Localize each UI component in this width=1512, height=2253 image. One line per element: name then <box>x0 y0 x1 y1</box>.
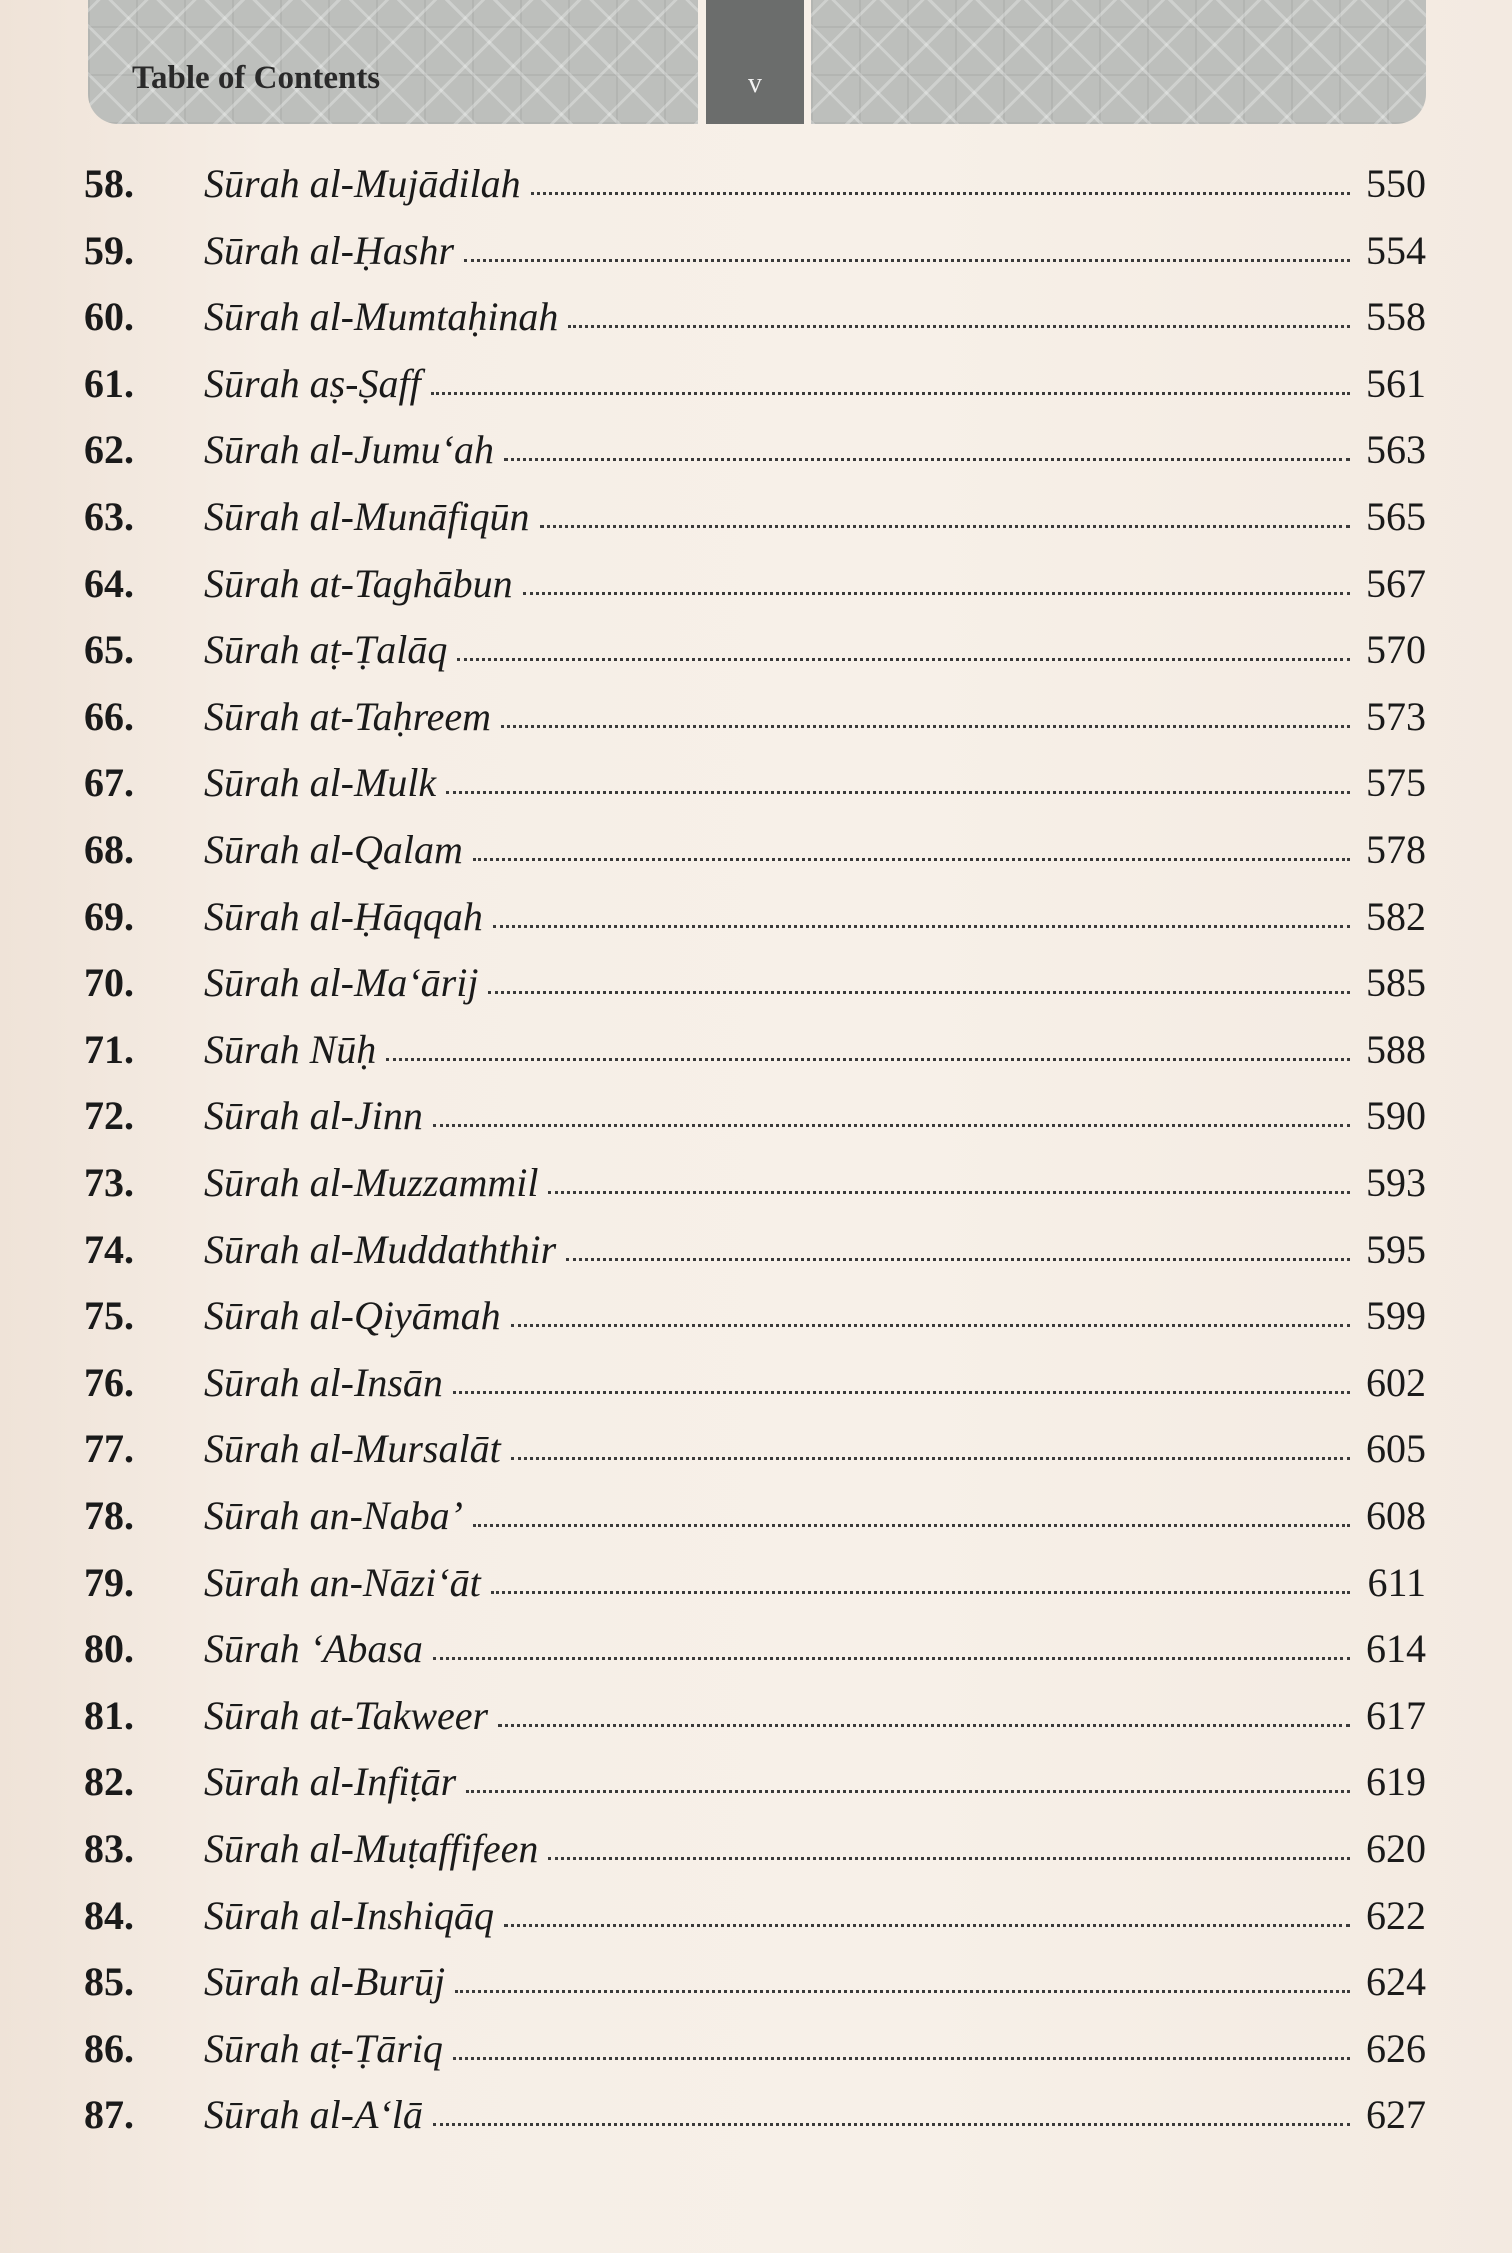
dot-leader <box>473 1524 1350 1527</box>
dot-leader <box>511 1324 1350 1327</box>
entry-number: 66. <box>84 693 134 739</box>
dot-leader <box>433 2123 1350 2126</box>
page-number: v <box>748 68 762 99</box>
dot-leader <box>540 525 1350 528</box>
toc-entry <box>84 1026 1426 1086</box>
toc-entry <box>84 959 1426 1019</box>
entry-title: Sūrah al-Ma‘ārij <box>204 960 479 1006</box>
dot-leader <box>466 1790 1350 1793</box>
entry-title: Sūrah Nūḥ <box>204 1026 377 1072</box>
entry-title: Sūrah al-Infiṭār <box>204 1759 457 1805</box>
dot-leader <box>531 192 1350 195</box>
entry-number: 79. <box>84 1559 134 1605</box>
entry-number: 73. <box>84 1160 134 1205</box>
running-head: Table of Contents <box>132 60 381 96</box>
entry-number: 81. <box>84 1692 134 1738</box>
dot-leader <box>501 725 1350 728</box>
dot-leader <box>453 1391 1350 1394</box>
toc-entry <box>84 1359 1426 1419</box>
toc-entry <box>84 1892 1426 1952</box>
entry-number: 58. <box>84 161 134 206</box>
entry-page-number: 626 <box>1366 2025 1426 2071</box>
entry-title: Sūrah at-Takweer <box>204 1692 489 1738</box>
toc-entry <box>84 1559 1426 1619</box>
dot-leader <box>511 1457 1350 1460</box>
dot-leader <box>498 1724 1350 1727</box>
entry-number: 80. <box>84 1626 134 1672</box>
toc-entry <box>84 693 1426 753</box>
entry-number: 69. <box>84 893 134 939</box>
entry-number: 64. <box>84 560 134 606</box>
toc-entry <box>84 493 1426 553</box>
entry-number: 63. <box>84 494 134 539</box>
toc-entry <box>84 560 1426 620</box>
entry-number: 62. <box>84 427 134 473</box>
dot-leader <box>493 925 1350 928</box>
entry-number: 67. <box>84 760 134 806</box>
toc-entry <box>84 893 1426 953</box>
entry-title: Sūrah al-Qalam <box>204 827 463 872</box>
entry-page-number: 570 <box>1366 627 1426 673</box>
toc-entry <box>84 1492 1426 1552</box>
entry-title: Sūrah al-Qiyāmah <box>204 1293 501 1339</box>
page-number-box <box>706 0 804 124</box>
entry-number: 68. <box>84 827 134 872</box>
entry-title: Sūrah al-Jinn <box>204 1093 423 1139</box>
dot-leader <box>464 259 1350 262</box>
entry-title: Sūrah at-Taghābun <box>204 560 513 606</box>
entry-number: 82. <box>84 1759 134 1805</box>
toc-entry <box>84 360 1426 420</box>
dot-leader <box>548 1857 1350 1860</box>
entry-page-number: 602 <box>1366 1359 1426 1405</box>
dot-leader <box>548 1191 1350 1194</box>
dot-leader <box>504 458 1350 461</box>
entry-number: 86. <box>84 2025 134 2071</box>
entry-title: Sūrah ‘Abasa <box>204 1626 423 1672</box>
entry-page-number: 624 <box>1366 1959 1426 2005</box>
entry-page-number: 588 <box>1366 1026 1426 1072</box>
toc-entry <box>84 293 1426 353</box>
entry-title: Sūrah al-A‘lā <box>204 2092 423 2138</box>
toc-entry <box>84 426 1426 486</box>
entry-page-number: 554 <box>1366 227 1426 273</box>
entry-number: 65. <box>84 627 134 673</box>
entry-page-number: 578 <box>1366 827 1426 872</box>
entry-page-number: 563 <box>1366 427 1426 473</box>
entry-page-number: 620 <box>1366 1826 1426 1871</box>
entry-page-number: 575 <box>1366 760 1426 806</box>
dot-leader <box>568 325 1350 328</box>
toc-entry <box>84 1625 1426 1685</box>
dot-leader <box>446 791 1350 794</box>
entry-title: Sūrah al-Insān <box>204 1359 443 1405</box>
entry-title: Sūrah an-Naba’ <box>204 1493 463 1538</box>
entry-page-number: 590 <box>1366 1093 1426 1139</box>
entry-page-number: 614 <box>1366 1626 1426 1672</box>
entry-title: Sūrah aṣ-Ṣaff <box>204 360 421 406</box>
entry-page-number: 619 <box>1366 1759 1426 1805</box>
entry-number: 71. <box>84 1026 134 1072</box>
toc-entry <box>84 2091 1426 2151</box>
page-header <box>88 0 1426 124</box>
toc-entry <box>84 1758 1426 1818</box>
dot-leader <box>453 2057 1350 2060</box>
dot-leader <box>566 1258 1350 1261</box>
entry-title: Sūrah al-Muddaththir <box>204 1226 557 1272</box>
entry-title: Sūrah an-Nāzi‘āt <box>204 1559 481 1605</box>
toc-entry <box>84 227 1426 287</box>
entry-title: Sūrah al-Ḥashr <box>204 227 455 273</box>
dot-leader <box>523 592 1350 595</box>
entry-title: Sūrah al-Ḥāqqah <box>204 893 483 939</box>
entry-title: Sūrah al-Mulk <box>204 760 437 806</box>
entry-number: 59. <box>84 227 134 273</box>
dot-leader <box>386 1058 1350 1061</box>
entry-title: Sūrah at-Taḥreem <box>204 693 492 739</box>
entry-number: 70. <box>84 960 134 1006</box>
toc-entry <box>84 759 1426 819</box>
dot-leader <box>488 991 1350 994</box>
entry-number: 85. <box>84 1959 134 2005</box>
dot-leader <box>504 1924 1350 1927</box>
toc-entry <box>84 1425 1426 1485</box>
dot-leader <box>455 1990 1350 1993</box>
entry-page-number: 605 <box>1366 1426 1426 1472</box>
entry-number: 61. <box>84 360 134 406</box>
entry-page-number: 561 <box>1366 360 1426 406</box>
entry-title: Sūrah al-Inshiqāq <box>204 1892 494 1938</box>
entry-number: 60. <box>84 294 134 340</box>
toc-entry <box>84 160 1426 220</box>
entry-number: 83. <box>84 1826 134 1871</box>
entry-title: Sūrah aṭ-Ṭāriq <box>204 2025 443 2071</box>
entry-title: Sūrah al-Muṭaffifeen <box>204 1826 539 1871</box>
entry-title: Sūrah al-Mujādilah <box>204 161 521 206</box>
dot-leader <box>431 392 1350 395</box>
entry-title: Sūrah al-Burūj <box>204 1959 446 2005</box>
dot-leader <box>433 1657 1350 1660</box>
entry-page-number: 599 <box>1366 1293 1426 1339</box>
entry-page-number: 622 <box>1366 1892 1426 1938</box>
entry-page-number: 565 <box>1366 494 1426 539</box>
dot-leader <box>473 858 1350 861</box>
toc-entry <box>84 1092 1426 1152</box>
entry-page-number: 582 <box>1366 893 1426 939</box>
entry-title: Sūrah aṭ-Ṭalāq <box>204 627 448 673</box>
toc-entry <box>84 1958 1426 2018</box>
toc-entry <box>84 1159 1426 1219</box>
entry-title: Sūrah al-Mumtaḥinah <box>204 294 559 340</box>
entry-page-number: 573 <box>1366 693 1426 739</box>
toc-entry <box>84 1292 1426 1352</box>
entry-page-number: 627 <box>1366 2092 1426 2138</box>
entry-page-number: 585 <box>1366 960 1426 1006</box>
dot-leader <box>433 1124 1350 1127</box>
toc-entry <box>84 1825 1426 1885</box>
toc-entry <box>84 1692 1426 1752</box>
entry-title: Sūrah al-Munāfiqūn <box>204 494 530 539</box>
toc-entry <box>84 1226 1426 1286</box>
entry-title: Sūrah al-Jumu‘ah <box>204 427 494 473</box>
header-pattern-right <box>811 0 1426 124</box>
entry-page-number: 558 <box>1366 294 1426 340</box>
dot-leader <box>457 658 1350 661</box>
toc-entry <box>84 2025 1426 2085</box>
entry-number: 74. <box>84 1226 134 1272</box>
toc-entry <box>84 626 1426 686</box>
entry-number: 77. <box>84 1426 134 1472</box>
entry-page-number: 595 <box>1366 1226 1426 1272</box>
entry-page-number: 567 <box>1366 560 1426 606</box>
dot-leader <box>491 1591 1350 1594</box>
entry-title: Sūrah al-Mursalāt <box>204 1426 501 1472</box>
entry-page-number: 608 <box>1366 1493 1426 1538</box>
entry-number: 72. <box>84 1093 134 1139</box>
entry-number: 84. <box>84 1892 134 1938</box>
entry-number: 87. <box>84 2092 134 2138</box>
entry-page-number: 611 <box>1367 1559 1426 1605</box>
entry-number: 78. <box>84 1493 134 1538</box>
entry-number: 75. <box>84 1293 134 1339</box>
entry-page-number: 550 <box>1366 161 1426 206</box>
toc-entry <box>84 826 1426 886</box>
entry-page-number: 593 <box>1366 1160 1426 1205</box>
entry-page-number: 617 <box>1366 1692 1426 1738</box>
entry-number: 76. <box>84 1359 134 1405</box>
entry-title: Sūrah al-Muzzammil <box>204 1160 539 1205</box>
